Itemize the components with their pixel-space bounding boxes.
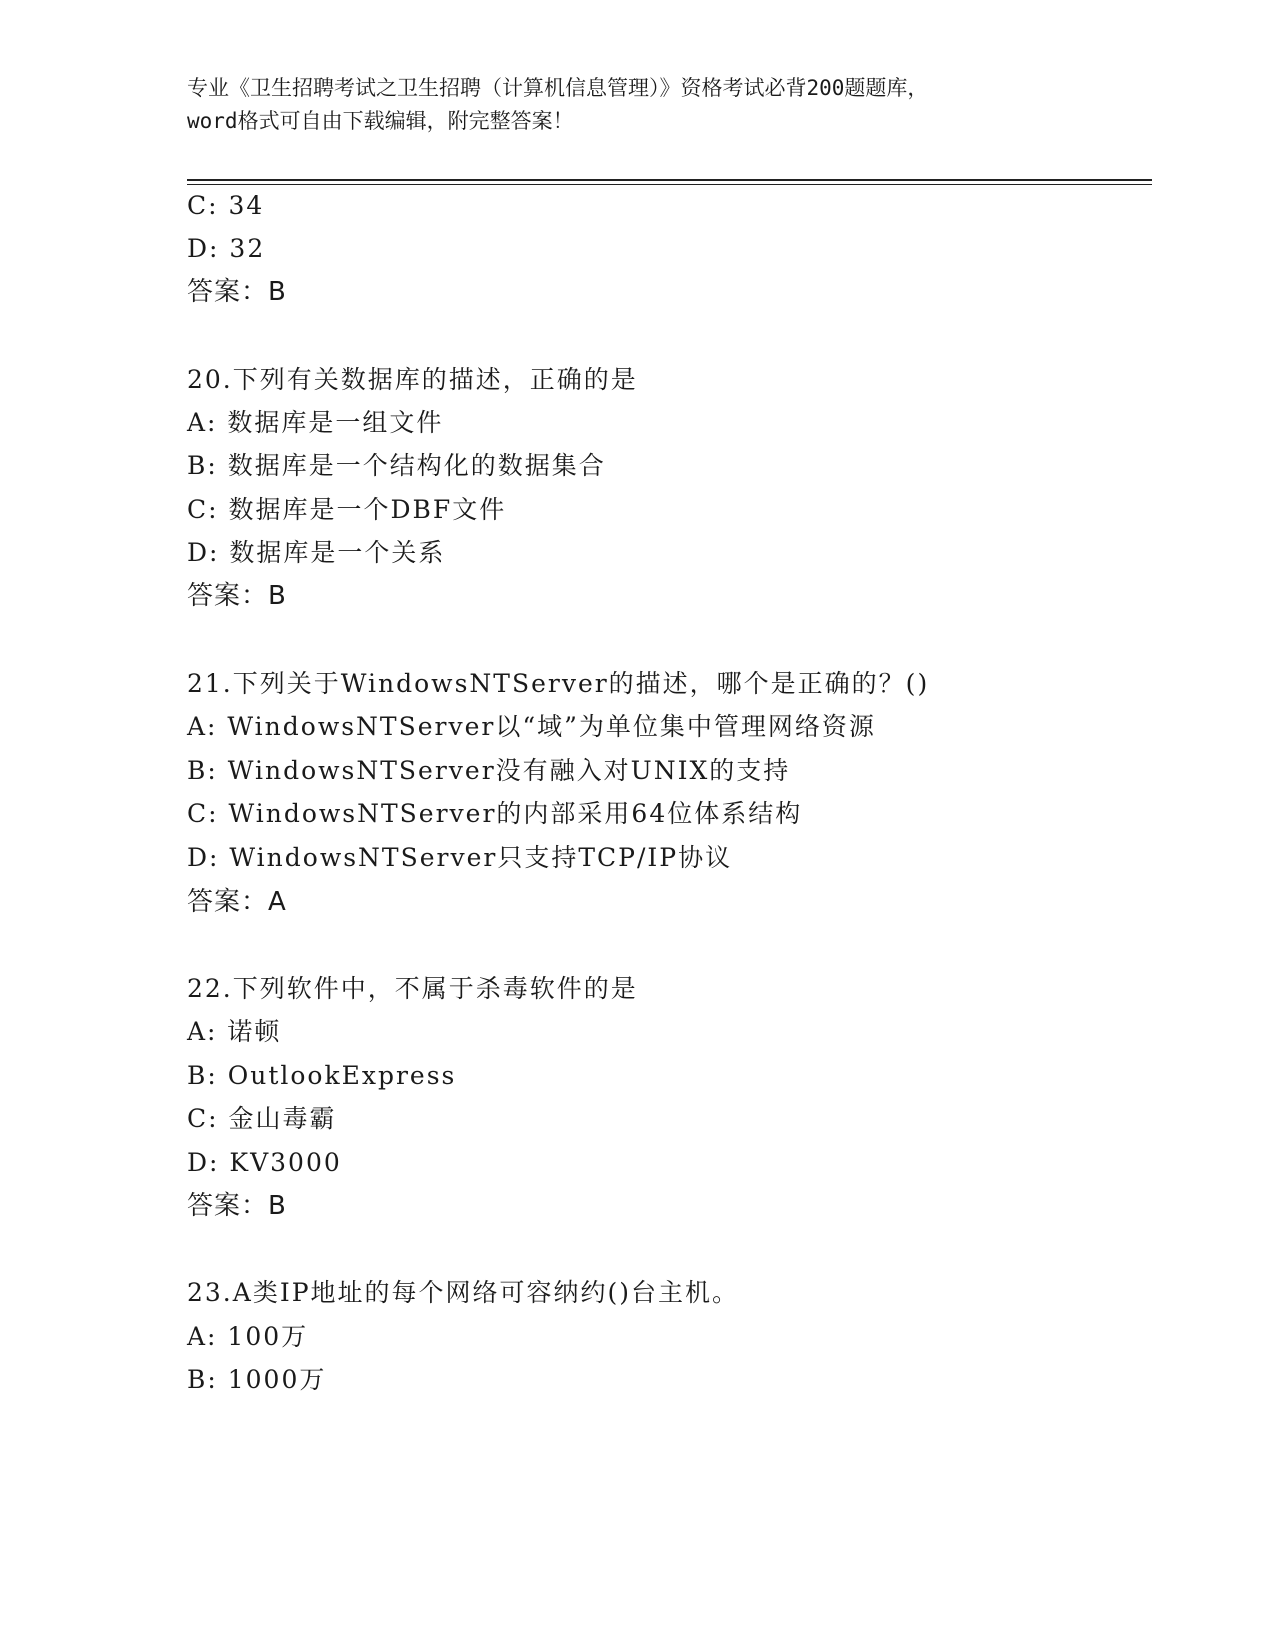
option-text: D: 32 xyxy=(187,234,266,263)
document-header xyxy=(187,72,1087,138)
option-text: D: WindowsNTServer只支持TCP/IP协议 xyxy=(187,843,733,872)
option-text: C: 34 xyxy=(187,191,265,220)
answer-text: 答案：B xyxy=(187,277,287,307)
option-text: D: 数据库是一个关系 xyxy=(187,538,446,567)
question-text: 22.下列软件中，不属于杀毒软件的是 xyxy=(187,974,638,1003)
header-line-2: word格式可自由下载编辑，附完整答案！ xyxy=(187,109,574,133)
option-text: A: 数据库是一组文件 xyxy=(187,408,444,437)
answer-text: 答案：B xyxy=(187,581,287,611)
header-line-1: 专业《卫生招聘考试之卫生招聘（计算机信息管理）》资格考试必背200题题库， xyxy=(187,76,929,100)
answer-text: 答案：A xyxy=(187,887,287,917)
option-text: C: WindowsNTServer的内部采用64位体系结构 xyxy=(187,799,803,828)
option-text: C: 金山毒霸 xyxy=(187,1104,337,1133)
option-text: C: 数据库是一个DBF文件 xyxy=(187,495,507,524)
question-text: 23.A类IP地址的每个网络可容纳约()台主机。 xyxy=(187,1278,740,1307)
option-text: D: KV3000 xyxy=(187,1148,342,1177)
option-text: B: 数据库是一个结构化的数据集合 xyxy=(187,451,606,480)
option-text: A: 100万 xyxy=(187,1322,309,1351)
option-text: A: WindowsNTServer以“域”为单位集中管理网络资源 xyxy=(187,712,876,741)
answer-text: 答案：B xyxy=(187,1191,287,1221)
header-divider-thick xyxy=(187,179,1152,181)
option-text: B: WindowsNTServer没有融入对UNIX的支持 xyxy=(187,756,791,785)
question-text: 20.下列有关数据库的描述，正确的是 xyxy=(187,365,638,394)
header-divider-thin xyxy=(187,184,1152,185)
option-text: B: 1000万 xyxy=(187,1365,327,1394)
question-text: 21.下列关于WindowsNTServer的描述，哪个是正确的？() xyxy=(187,669,930,698)
option-text: B: OutlookExpress xyxy=(187,1061,457,1090)
option-text: A: 诺顿 xyxy=(187,1017,282,1046)
